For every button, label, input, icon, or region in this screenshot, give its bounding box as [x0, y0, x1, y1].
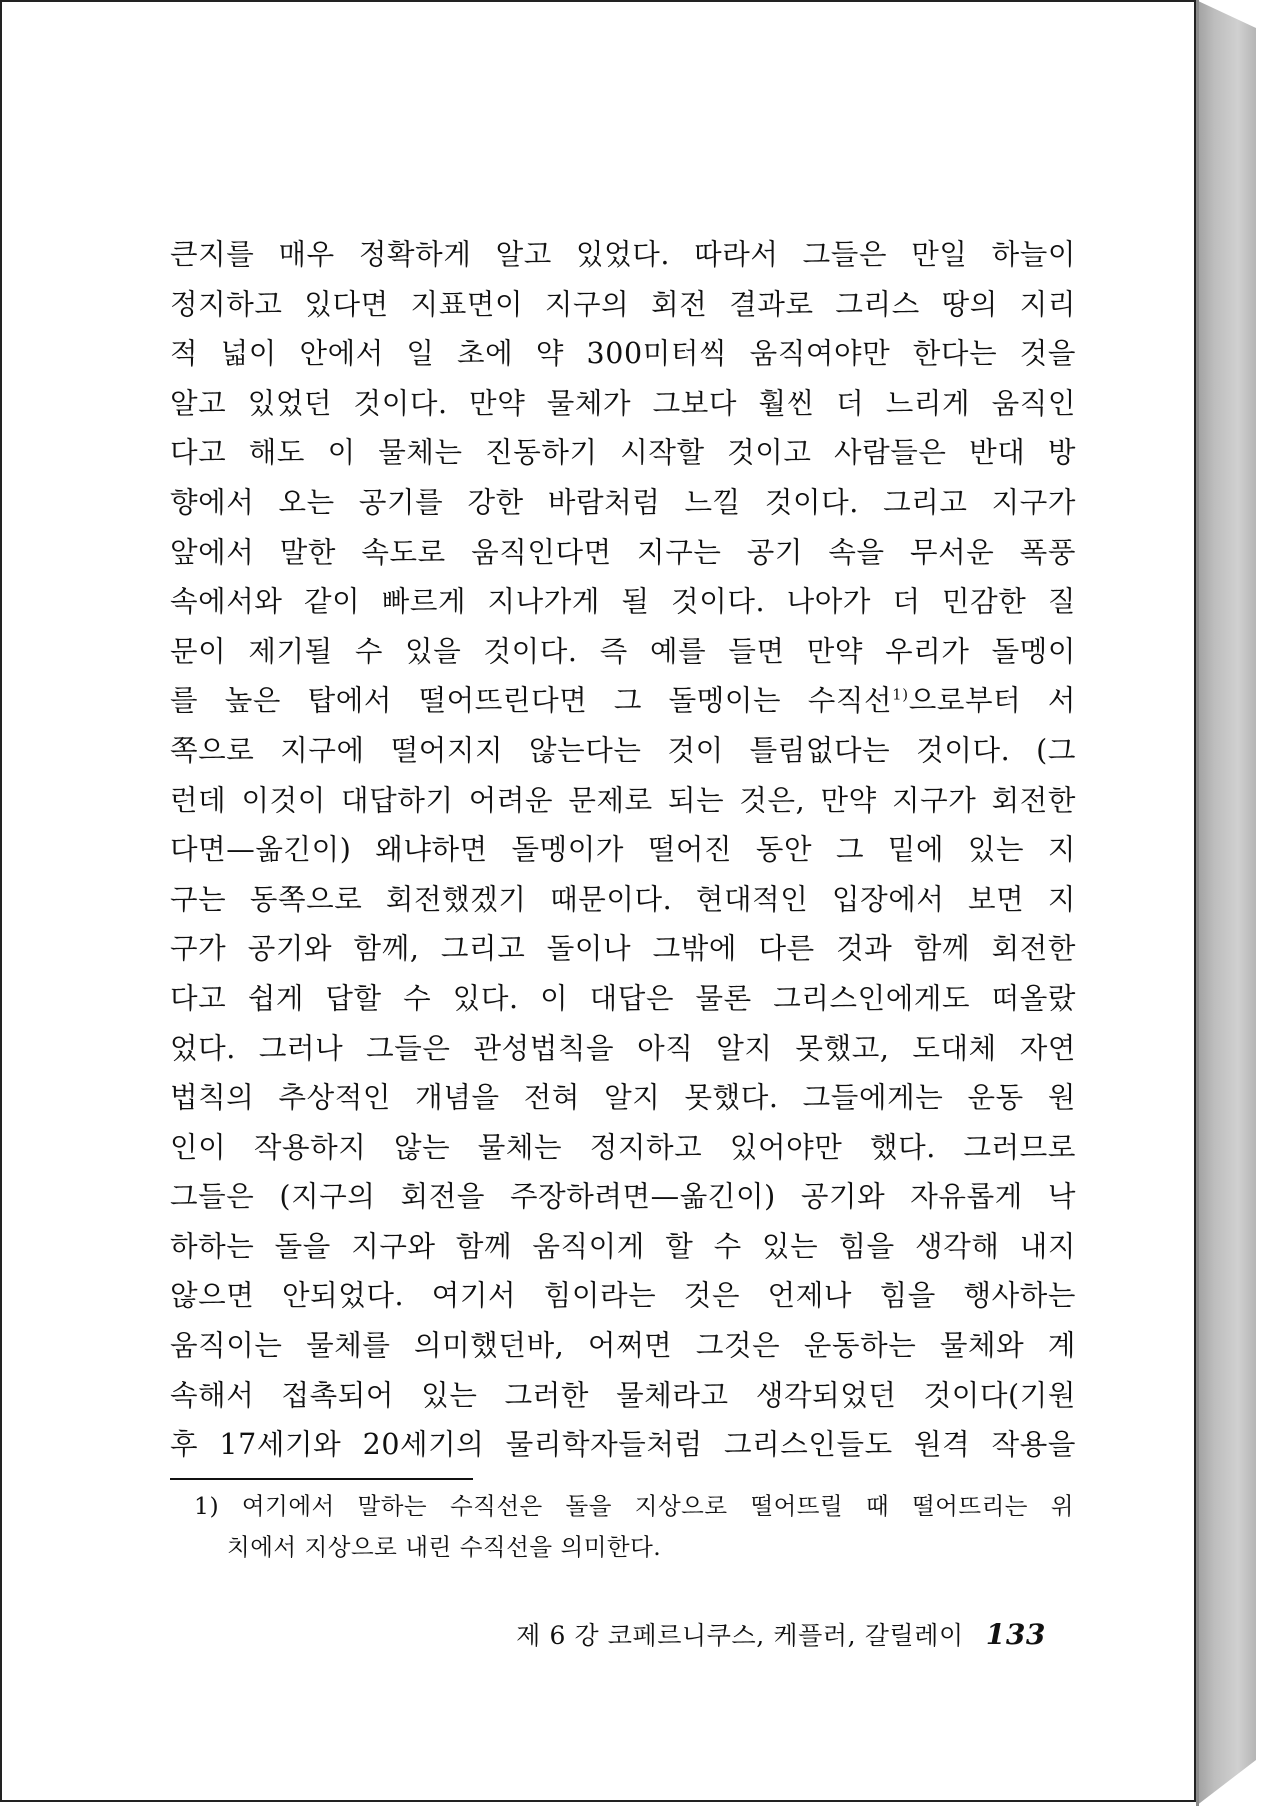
text-line: 그들은 (지구의 회전을 주장하려면—옮긴이) 공기와 자유롭게 낙 — [170, 1180, 1076, 1214]
text-line: 후 17세기와 20세기의 물리학자들처럼 그리스인들도 원격 작용을 — [170, 1428, 1076, 1462]
text-line: 문이 제기될 수 있을 것이다. 즉 예를 들면 만약 우리가 돌멩이 — [170, 634, 1076, 668]
text-line: 다고 쉽게 답할 수 있다. 이 대답은 물론 그리스인에게도 떠올랐 — [170, 981, 1076, 1015]
text-line-with-footnote-ref — [170, 676, 1076, 726]
text-line: 런데 이것이 대답하기 어려운 문제로 되는 것은, 만약 지구가 회전한 — [170, 783, 1076, 817]
text-line: 쪽으로 지구에 떨어지지 않는다는 것이 틀림없다는 것이다. (그 — [170, 733, 1076, 767]
text-line: 구는 동쪽으로 회전했겠기 때문이다. 현대적인 입장에서 보면 지 — [170, 882, 1076, 916]
text-line: 정지하고 있다면 지표면이 지구의 회전 결과로 그리스 땅의 지리 — [170, 287, 1076, 321]
book-spine-line — [1196, 0, 1199, 1806]
running-footer — [516, 1616, 1046, 1652]
text-line: 큰지를 매우 정확하게 알고 있었다. 따라서 그들은 만일 하늘이 — [170, 238, 1076, 271]
footnote — [194, 1486, 1074, 1568]
text-line: 앞에서 말한 속도로 움직인다면 지구는 공기 속을 무서운 폭풍 — [170, 535, 1076, 569]
footnote-text-line: 치에서 지상으로 내린 수직선을 의미한다. — [227, 1533, 662, 1561]
text-line: 하하는 돌을 지구와 함께 움직이게 할 수 있는 힘을 생각해 내지 — [170, 1229, 1076, 1263]
text-line: 적 넓이 안에서 일 초에 약 300미터씩 움직여야만 한다는 것을 — [170, 337, 1076, 371]
text-line: 다면—옮긴이) 왜냐하면 돌멩이가 떨어진 동안 그 밑에 있는 지 — [170, 833, 1076, 867]
footnote-divider — [170, 1478, 473, 1480]
text-line: 않으면 안되었다. 여기서 힘이라는 것은 언제나 힘을 행사하는 — [170, 1279, 1076, 1313]
body-paragraph — [170, 230, 1076, 1470]
text-line: 속에서와 같이 빠르게 지나가게 될 것이다. 나아가 더 민감한 질 — [170, 585, 1076, 619]
text-line: 알고 있었던 것이다. 만약 물체가 그보다 훨씬 더 느리게 움직인 — [170, 386, 1076, 420]
text-line: 었다. 그러나 그들은 관성법칙을 아직 알지 못했고, 도대체 자연 — [170, 1031, 1076, 1065]
text-line: 움직이는 물체를 의미했던바, 어쩌면 그것은 운동하는 물체와 계 — [170, 1329, 1076, 1363]
footnote-text-line: 1) 여기에서 말하는 수직선은 돌을 지상으로 떨어뜨릴 때 떨어뜨리는 위 — [194, 1492, 1074, 1520]
chapter-title: 제 6 강 코페르니쿠스, 케플러, 갈릴레이 — [516, 1621, 964, 1650]
text-line: 속해서 접촉되어 있는 그러한 물체라고 생각되었던 것이다(기원 — [170, 1378, 1076, 1412]
page-number: 133 — [985, 1618, 1046, 1651]
book-page-edges — [1196, 0, 1256, 1806]
text-line-head: 를 높은 탑에서 떨어뜨린다면 그 돌멩이는 수직선 — [170, 684, 893, 718]
text-line: 다고 해도 이 물체는 진동하기 시작할 것이고 사람들은 반대 방 — [170, 436, 1076, 470]
text-line: 구가 공기와 함께, 그리고 돌이나 그밖에 다른 것과 함께 회전한 — [170, 932, 1076, 966]
text-line-tail: 으로부터 서 — [908, 684, 1076, 718]
text-line: 법칙의 추상적인 개념을 전혀 알지 못했다. 그들에게는 운동 원 — [170, 1081, 1076, 1115]
footnote-reference[interactable]: 1) — [892, 685, 909, 704]
text-line: 향에서 오는 공기를 강한 바람처럼 느낄 것이다. 그리고 지구가 — [170, 485, 1076, 519]
text-line: 인이 작용하지 않는 물체는 정지하고 있어야만 했다. 그러므로 — [170, 1130, 1076, 1164]
